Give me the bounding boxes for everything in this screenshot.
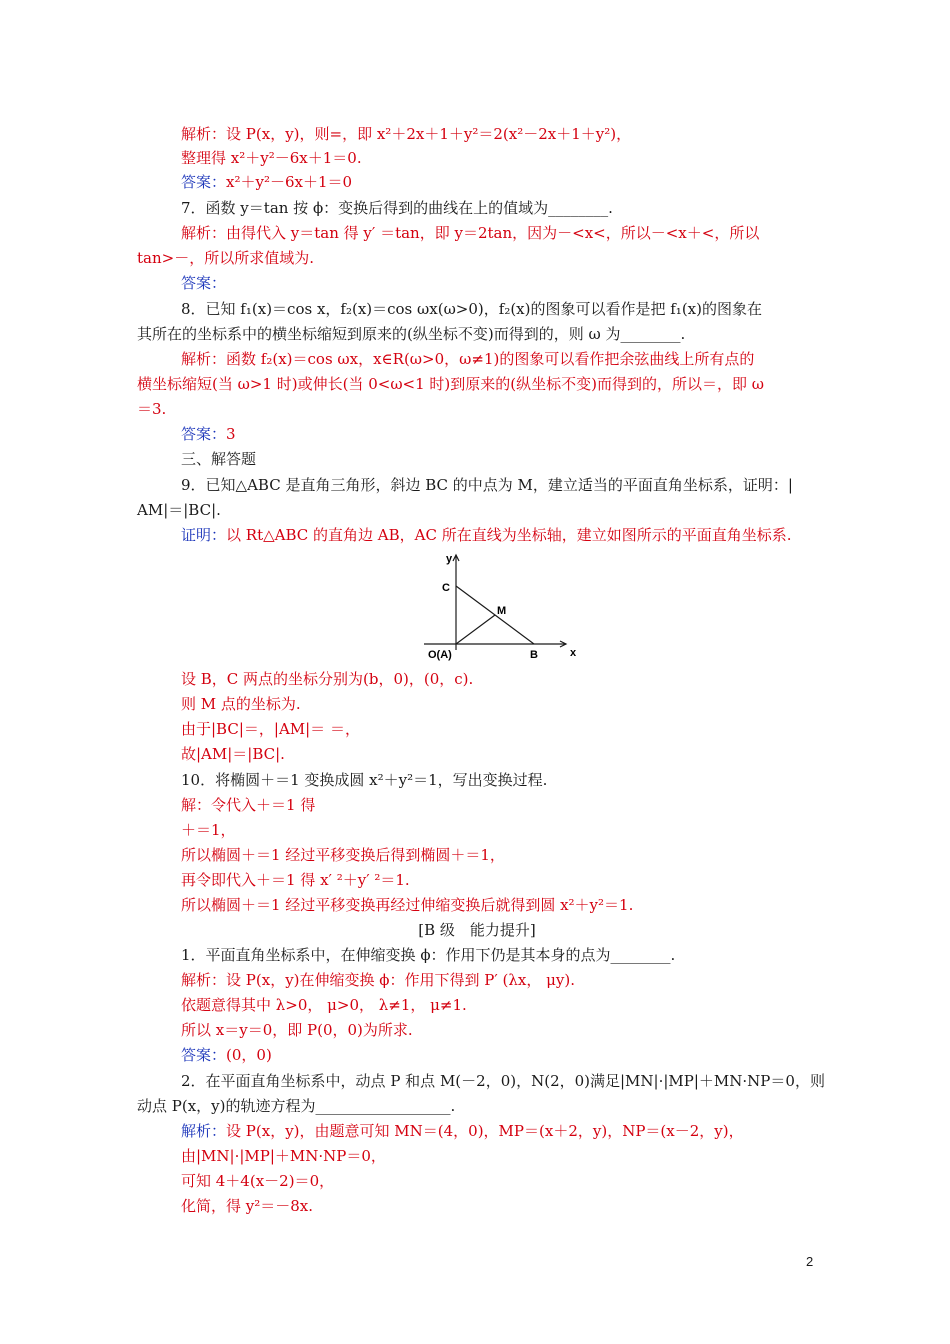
line-36: 解析：设 P(x，y)，由题意可知 MN＝(4，0)，MP＝(x＋2，y)，NP＝(x－2，y)， [181,1122,744,1140]
line-38: 可知 4＋4(x－2)＝0， [181,1172,335,1190]
coordinate-figure [420,552,580,664]
line-37: 由|MN|·|MP|＋MN·NP＝0， [181,1147,386,1165]
line-23: 解：令代入＋＝1 得 [181,796,316,814]
line-5: 解析：由得代入 y＝tan 得 y′ ＝tan，即 y＝2tan，因为－<x<，所以－<x＋<，所以 [181,224,760,242]
question-8: 8．已知 f₁(x)＝cos x，f₂(x)＝cos ωx(ω>0)，f₂(x)的图象可以看作是把 f₁(x)的图象在 [181,300,762,318]
line-18: 设 B，C 两点的坐标分别为(b，0)，(0，c). [181,670,474,688]
y-axis-label: y [446,553,453,565]
line-21: 故|AM|＝|BC|. [181,745,285,763]
question-7: 7．函数 y＝tan 按 ϕ：变换后得到的曲线在上的值域为________. [181,199,613,217]
line-7: 答案： [181,274,227,292]
line-17: 证明：以 Rt△ABC 的直角边 AB，AC 所在直线为坐标轴，建立如图所示的平面直角坐标系. [181,526,792,544]
line-10: 解析：函数 f₂(x)＝cos ωx，x∈R(ω>0，ω≠1)的图象可以看作把余弦曲线上所有点的 [181,350,755,368]
line-6: tan>－，所以所求值域为. [137,249,314,267]
line-32: 所以 x＝y＝0，即 P(0，0)为所求. [181,1021,413,1039]
line-12: ＝3. [137,400,167,418]
line-3: 答案：x²＋y²－6x＋1＝0 [181,173,353,191]
line-33: 答案：(0，0) [181,1046,272,1064]
line-11: 横坐标缩短(当 ω>1 时)或伸长(当 0<ω<1 时)到原来的(纵坐标不变)而得到的，所以＝，即 ω [137,375,764,393]
question-9: 9．已知△ABC 是直角三角形，斜边 BC 的中点为 M，建立适当的平面直角坐标系，证明：| [181,476,793,494]
section-heading: 三、解答题 [181,450,257,468]
point-c-label: C [442,582,450,594]
question-8-cont: 其所在的坐标系中的横坐标缩短到原来的(纵坐标不变)而得到的，则 ω 为________. [137,325,686,343]
point-m-label: M [497,605,507,617]
line-19: 则 M 点的坐标为. [181,695,301,713]
line-27: 所以椭圆＋＝1 经过平移变换再经过伸缩变换后就得到圆 x²＋y²＝1. [181,896,634,914]
line-30: 解析：设 P(x，y)在伸缩变换 ϕ：作用下得到 P′ (λx， μy). [181,971,575,989]
point-b-label: B [530,649,538,661]
question-b2: 2．在平面直角坐标系中，动点 P 和点 M(－2，0)，N(2，0)满足|MN|·|MP|＋MN·NP＝0，则 [181,1072,825,1090]
line-31: 依题意得其中 λ>0， μ>0， λ≠1， μ≠1. [181,996,467,1014]
line-26: 再令即代入＋＝1 得 x′ ²＋y′ ²＝1. [181,871,410,889]
question-10: 10．将椭圆＋＝1 变换成圆 x²＋y²＝1，写出变换过程. [181,771,548,789]
line-24: ＋＝1， [181,821,236,839]
line-20: 由于|BC|＝，|AM|＝ ＝， [181,720,360,738]
line-25: 所以椭圆＋＝1 经过平移变换后得到椭圆＋＝1， [181,846,505,864]
line-39: 化简，得 y²＝－8x. [181,1197,314,1215]
page-number: 2 [806,1254,814,1269]
level-heading: [B 级 能力提升] [418,921,536,939]
x-axis-label: x [570,647,577,659]
line-1: 解析：设 P(x，y)，则=，即 x²＋2x＋1＋y²＝2(x²－2x＋1＋y²)， [181,125,632,143]
question-b2-cont: 动点 P(x，y)的轨迹方程为__________________. [137,1097,456,1115]
line-2: 整理得 x²＋y²－6x＋1＝0. [181,149,362,167]
line-13: 答案：3 [181,425,236,443]
question-b1: 1．平面直角坐标系中，在伸缩变换 ϕ：作用下仍是其本身的点为________. [181,946,676,964]
origin-label: O(A) [428,649,452,661]
question-9-cont: AM|＝|BC|. [137,501,221,519]
